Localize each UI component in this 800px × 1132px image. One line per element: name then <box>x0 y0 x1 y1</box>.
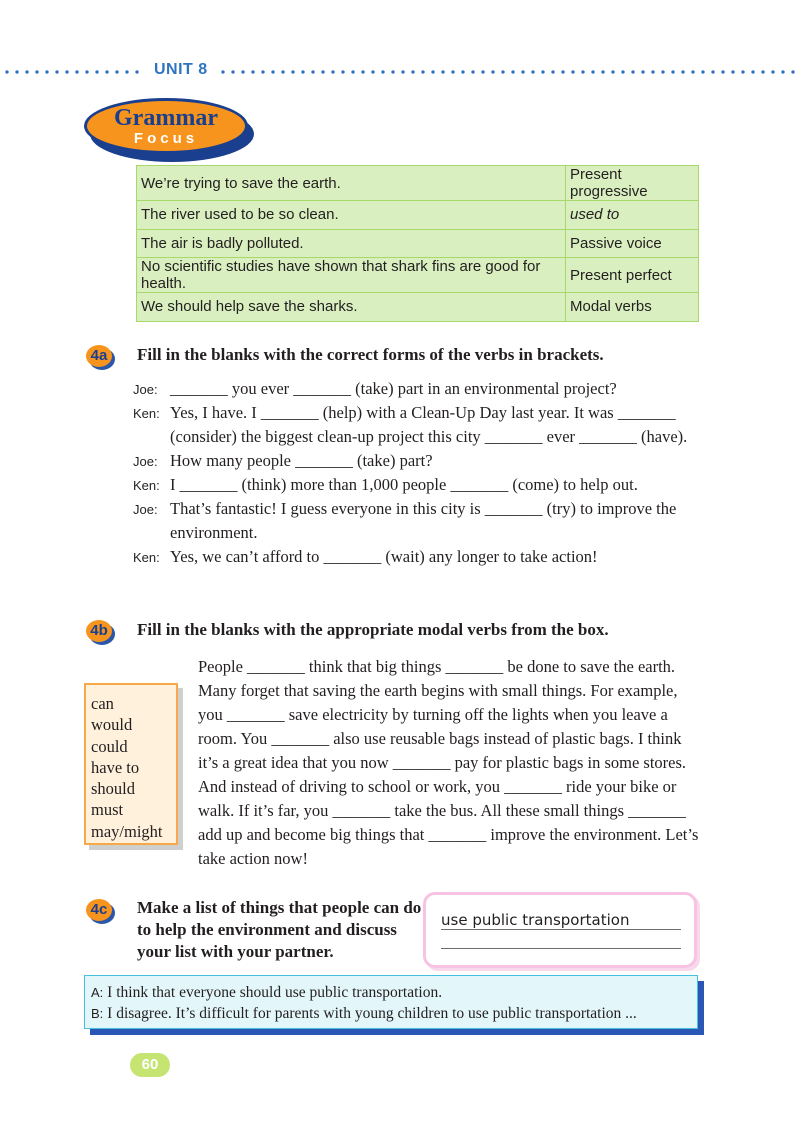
grammar-focus-badge <box>84 98 254 160</box>
word-item: should <box>91 779 136 799</box>
dialogue-line <box>133 473 703 497</box>
dialogue-text: Yes, I have. I _______ (help) with a Clean-Up Day last year. It was _______ (consider) the biggest clean-up project this city _______ ever _______ (have). <box>170 403 688 446</box>
speaker-label: B: <box>91 1006 104 1021</box>
speaker-label: A: <box>91 985 104 1000</box>
dialogue-text: Yes, we can’t afford to _______ (wait) any longer to take action! <box>170 547 598 566</box>
dialogue-text: I _______ (think) more than 1,000 people _______ (come) to help out. <box>170 475 638 494</box>
modal-verbs-box <box>84 683 179 846</box>
dialogue-line <box>133 497 703 545</box>
section-4c-marker <box>86 899 116 923</box>
dialogue-text: How many people _______ (take) part? <box>170 451 433 470</box>
example-dialogue-box <box>84 975 704 1035</box>
page-number: 60 <box>130 1053 170 1077</box>
section-4b-marker <box>86 620 116 644</box>
speaker-label: Joe: <box>133 382 158 397</box>
list-note-card <box>423 892 697 968</box>
example-text: I think that everyone should use public transportation. <box>107 984 443 1001</box>
table-cell-point: used to <box>566 201 699 230</box>
unit-header <box>0 60 800 84</box>
table-cell-point: Present perfect <box>566 258 699 293</box>
table-row <box>137 201 699 230</box>
section-4b-instruction: Fill in the blanks with the appropriate modal verbs from the box. <box>137 620 609 639</box>
table-cell-point: Modal verbs <box>566 293 699 322</box>
dialogue-text: That’s fantastic! I guess everyone in this city is _______ (try) to improve the environment. <box>170 499 677 542</box>
table-cell-sentence: The air is badly polluted. <box>137 229 566 258</box>
word-item: have to <box>91 757 140 777</box>
table-cell-sentence: We should help save the sharks. <box>137 293 566 322</box>
table-cell-sentence: No scientific studies have shown that shark fins are good for health. <box>137 258 566 293</box>
word-item: would <box>91 715 133 735</box>
word-list <box>84 683 178 845</box>
example-line <box>91 1003 697 1024</box>
section-4b-paragraph: People _______ think that big things _______ be done to save the earth. Many forget that saving the earth begins with small things. For example, you _______ save electricity by turning off the lights when you leave a room. You _______ also use reusable bags instead of plastic bags. I think it’s a great idea that you now _______ pay for plastic bags in some stores. And instead of driving to school or work, you _______ ride your bike or walk. If it’s far, you _______ take the bus. All these small things _______ add up and become big things that _______ improve the environment. Let’s take action now! <box>198 657 699 868</box>
example-content <box>84 975 698 1029</box>
badge-subtitle: Focus <box>133 130 199 147</box>
word-item: can <box>91 694 114 713</box>
dialogue-line <box>133 449 703 473</box>
table-row <box>137 229 699 258</box>
note-line-1: use public transportation <box>441 911 681 930</box>
dotted-rule-left <box>2 70 144 74</box>
dotted-rule-right <box>218 70 798 74</box>
speaker-label: Ken: <box>133 550 160 565</box>
badge-oval <box>84 98 248 154</box>
table-row <box>137 293 699 322</box>
dialogue-line <box>133 401 703 449</box>
table-cell-point: Present progressive <box>566 166 699 201</box>
example-line <box>91 982 697 1003</box>
marker-label: 4c <box>86 899 112 921</box>
marker-label: 4b <box>86 620 112 642</box>
table-cell-point: Passive voice <box>566 229 699 258</box>
speaker-label: Joe: <box>133 454 158 469</box>
word-item: may/might <box>91 821 163 841</box>
table-row <box>137 258 699 293</box>
speaker-label: Joe: <box>133 502 158 517</box>
badge-title: Grammar <box>114 105 218 131</box>
table-cell-sentence: The river used to be so clean. <box>137 201 566 230</box>
word-item: must <box>91 800 124 820</box>
unit-title: UNIT 8 <box>154 61 208 78</box>
example-text: I disagree. It’s difficult for parents with young children to use public transportation ... <box>107 1005 637 1022</box>
dialogue-line <box>133 377 703 401</box>
word-item: could <box>91 736 128 756</box>
grammar-table <box>136 165 699 322</box>
dialogue <box>133 377 703 569</box>
dialogue-text: _______ you ever _______ (take) part in an environmental project? <box>170 379 617 398</box>
speaker-label: Ken: <box>133 406 160 421</box>
table-row <box>137 166 699 201</box>
speaker-label: Ken: <box>133 478 160 493</box>
marker-label: 4a <box>86 345 112 367</box>
section-4a-instruction: Fill in the blanks with the correct forms of the verbs in brackets. <box>137 345 604 364</box>
section-4a-marker <box>86 345 116 369</box>
table-cell-sentence: We’re trying to save the earth. <box>137 166 566 201</box>
note-line-2 <box>441 948 681 949</box>
section-4c-instruction: Make a list of things that people can do to help the environment and discuss your list with your partner. <box>137 898 422 961</box>
dialogue-line <box>133 545 703 569</box>
